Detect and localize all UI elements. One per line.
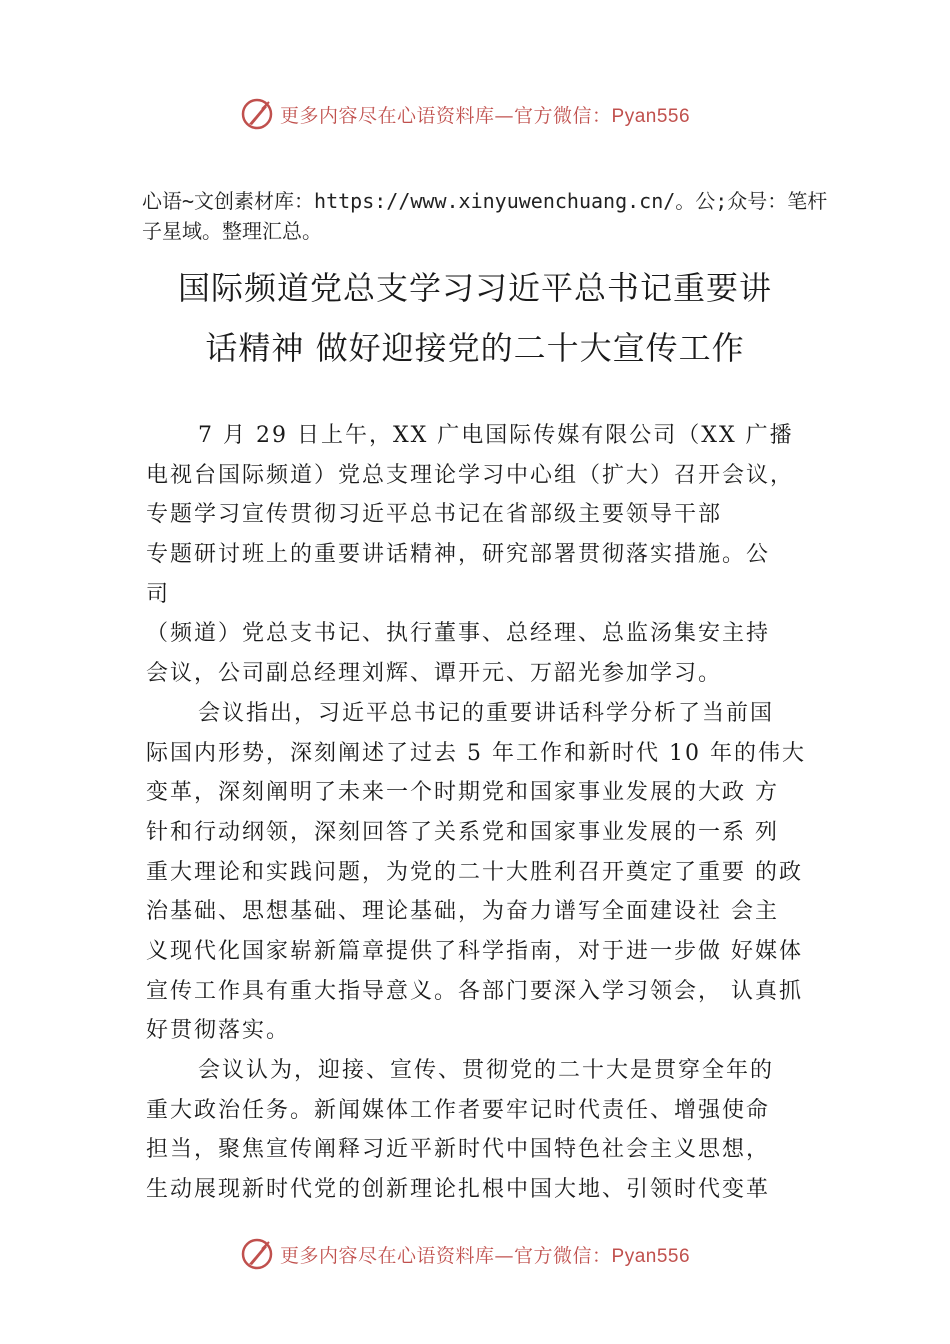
source-line: 心语~文创素材库：https://www.xinyuwenchuang.cn/。公;众号：笔杆子星域。整理汇总。 bbox=[142, 189, 828, 243]
body-line: 电视台国际频道）党总支理论学习中心组（扩大）召开会议， bbox=[146, 462, 795, 488]
body-line: 好贯彻落实。 bbox=[146, 1018, 291, 1044]
banner-wechat-id: Pyan556 bbox=[611, 105, 691, 127]
body-line: 重大政治任务。新闻媒体工作者要牢记时代责任、增强使命 bbox=[146, 1097, 771, 1123]
body-line: （频道）党总支书记、执行董事、总经理、总监汤集安主持 bbox=[146, 621, 771, 647]
body-line: 担当，聚焦宣传阐释习近平新时代中国特色社会主义思想， bbox=[146, 1137, 771, 1163]
body-line: 治基础、思想基础、理论基础，为奋力谱写全面建设社 会主 bbox=[146, 899, 779, 925]
body-line: 际国内形势，深刻阐述了过去 5 年工作和新时代 10 年的伟大 bbox=[146, 740, 806, 766]
banner-wechat-id: Pyan556 bbox=[611, 1245, 691, 1267]
quill-pen-logo-icon bbox=[240, 1237, 274, 1271]
body-line: 宣传工作具有重大指导意义。各部门要深入学习领会， 认真抓 bbox=[146, 978, 803, 1004]
header-banner bbox=[0, 92, 950, 136]
body-line: 义现代化国家崭新篇章提供了科学指南，对于进一步做 好媒体 bbox=[146, 938, 803, 964]
document-body bbox=[146, 416, 834, 1210]
banner-separator: — bbox=[494, 104, 515, 127]
banner-main-text: 更多内容尽在心语资料库 bbox=[280, 1244, 495, 1267]
title-line-1: 国际频道党总支学习习近平总书记重要讲 bbox=[177, 269, 772, 307]
body-line: 会议认为，迎接、宣传、贯彻党的二十大是贯穿全年的 bbox=[198, 1058, 775, 1083]
document-title bbox=[120, 258, 830, 378]
banner-official-label: 官方微信： bbox=[514, 104, 612, 127]
banner-text bbox=[280, 1241, 690, 1268]
body-line: 会议，公司副总经理刘辉、谭开元、万韶光参加学习。 bbox=[146, 661, 723, 687]
footer-banner bbox=[0, 1232, 950, 1276]
body-line: 变革，深刻阐明了未来一个时期党和国家事业发展的大政 方 bbox=[146, 780, 779, 806]
body-line: 专题研讨班上的重要讲话精神，研究部署贯彻落实措施。公 bbox=[146, 542, 771, 568]
title-line-2: 话精神 做好迎接党的二十大宣传工作 bbox=[205, 329, 745, 367]
banner-separator: — bbox=[494, 1244, 515, 1267]
body-line: 7 月 29 日上午，XX 广电国际传媒有限公司（XX 广播 bbox=[198, 423, 794, 448]
body-line: 针和行动纲领，深刻回答了关系党和国家事业发展的一系 列 bbox=[146, 819, 779, 845]
banner-text bbox=[280, 101, 690, 128]
body-line: 会议指出，习近平总书记的重要讲话科学分析了当前国 bbox=[198, 700, 775, 726]
body-line: 司 bbox=[146, 581, 171, 607]
banner-main-text: 更多内容尽在心语资料库 bbox=[280, 104, 495, 127]
body-line: 重大理论和实践问题，为党的二十大胜利召开奠定了重要 的政 bbox=[146, 859, 803, 885]
body-line: 生动展现新时代党的创新理论扎根中国大地、引领时代变革 bbox=[146, 1177, 771, 1203]
quill-pen-logo-icon bbox=[240, 97, 274, 131]
body-line: 专题学习宣传贯彻习近平总书记在省部级主要领导干部 bbox=[146, 502, 723, 528]
banner-official-label: 官方微信： bbox=[514, 1244, 612, 1267]
